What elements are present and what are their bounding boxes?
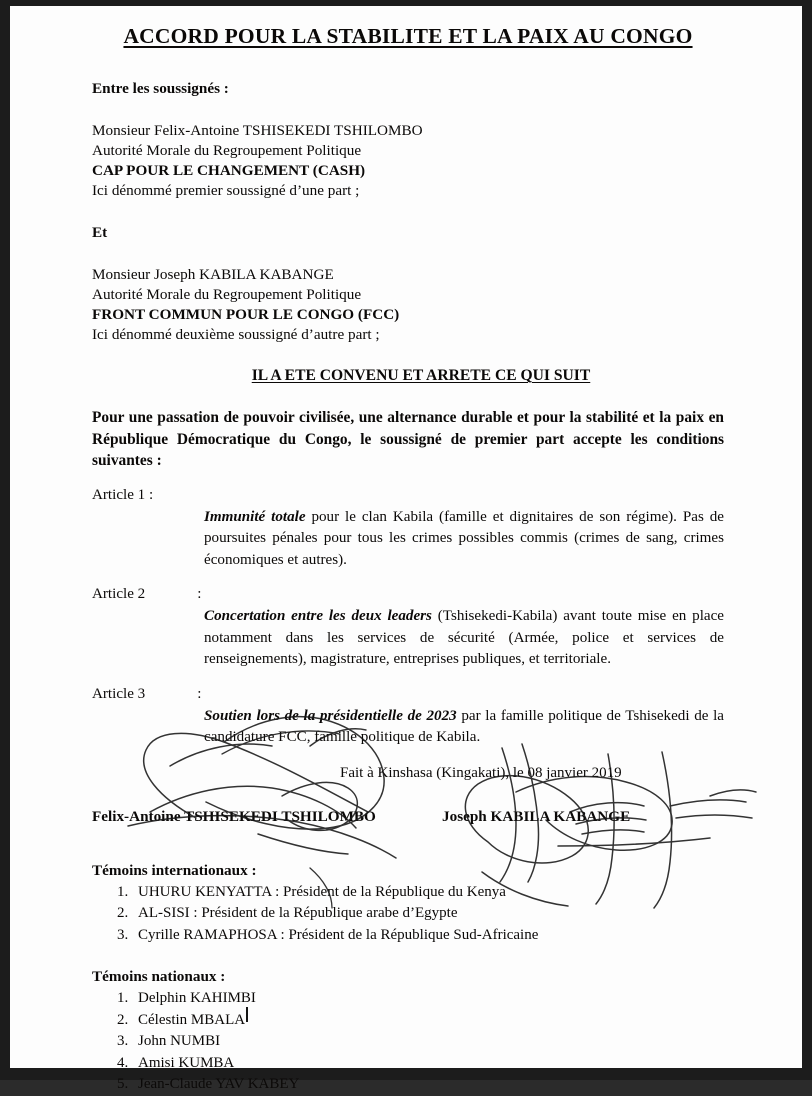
- scan-artifact-tick: [246, 1007, 248, 1022]
- signature-name-right: Joseph KABILA KABANGE: [442, 807, 631, 825]
- witnesses-international-list: [92, 882, 724, 947]
- list-item: 3. Cyrille RAMAPHOSA : Président de la République Sud-Africaine: [132, 925, 724, 947]
- witnesses-national-heading: Témoins nationaux :: [92, 968, 226, 985]
- preamble-paragraph: Pour une passation de pouvoir civilisée, une alternance durable et pour la stabilité et la paix en République Démocratique du Congo, le soussigné de premier part accepte les conditions suivantes :: [92, 409, 724, 469]
- conjunction-line: Et: [92, 224, 108, 241]
- article-2: [92, 584, 724, 671]
- page-title: ACCORD POUR LA STABILITE ET LA PAIX AU CONGO: [123, 24, 693, 48]
- party-one-denomination: Ici dénommé premier soussigné d’une part ;: [92, 182, 360, 199]
- list-item: 2. AL-SISI : Président de la République arabe d’Egypte: [132, 903, 724, 925]
- article-1-emphasis: Immunité totale: [204, 508, 306, 525]
- spacer: [92, 243, 724, 265]
- list-item: 2. Célestin MBALA: [132, 1010, 724, 1032]
- spacer: [92, 201, 724, 223]
- party-one-role: Autorité Morale du Regroupement Politique: [92, 142, 362, 159]
- article-1-body: [204, 507, 724, 572]
- party-one-name-text: Monsieur Felix-Antoine TSHISEKEDI TSHILOMBO: [92, 122, 423, 139]
- article-2-body: [204, 606, 724, 671]
- article-1-text: pour le clan Kabila (famille et dignitaires de son régime). Pas de poursuites pénales pour tous les crimes possibles commis (crimes de sang, crimes économiques et autres).: [204, 508, 724, 568]
- document-content: [92, 24, 724, 1096]
- signature-row: [92, 808, 724, 826]
- article-1-label: Article 1 :: [92, 486, 154, 503]
- signature-name-left: Felix-Antoine TSHISEKEDI TSHILOMBO: [92, 807, 376, 825]
- article-3: [92, 684, 724, 749]
- article-2-label-text: Article 2: [92, 586, 146, 602]
- list-item: 3. John NUMBI: [132, 1031, 724, 1053]
- list-item: 4. Amisi KUMBA: [132, 1053, 724, 1075]
- party-two-role: Autorité Morale du Regroupement Politique: [92, 286, 362, 303]
- list-item: 1. UHURU KENYATTA : Président de la République du Kenya: [132, 882, 724, 904]
- article-3-emphasis: Soutien lors de la présidentielle de 2023: [204, 707, 457, 724]
- article-2-text: (Tshisekedi-Kabila) avant toute mise en place notamment dans les services de sécurité (Armée, police et services de renseignements), magistrature, entreprises publiques, et territoriale.: [204, 608, 724, 667]
- witnesses-national-list: [92, 988, 724, 1096]
- list-item: 1. Delphin KAHIMBI: [132, 988, 724, 1010]
- spacer: [92, 345, 724, 367]
- intro-line: Entre les soussignés :: [92, 80, 229, 97]
- article-1: [92, 485, 724, 572]
- party-two-group: FRONT COMMUN POUR LE CONGO (FCC): [92, 306, 400, 323]
- party-one-name: [92, 121, 724, 141]
- article-3-body: [204, 706, 724, 749]
- witnesses-international-heading: Témoins internationaux :: [92, 861, 257, 879]
- spacer: [92, 385, 724, 407]
- spacer: [92, 99, 724, 121]
- party-one-group: CAP POUR LE CHANGEMENT (CASH): [92, 162, 366, 179]
- article-3-label-text: Article 3: [92, 685, 146, 702]
- party-two-denomination: Ici dénommé deuxième soussigné d’autre part ;: [92, 326, 380, 343]
- document-sheet: [10, 6, 802, 1092]
- agreement-heading: IL A ETE CONVENU ET ARRETE CE QUI SUIT: [251, 367, 591, 384]
- list-item: 5. Jean-Claude YAV KABEY: [132, 1074, 724, 1096]
- date-line: Fait à Kinshasa (Kingakati), le 08 janvier 2019: [340, 764, 622, 781]
- article-3-label: Article 3 :: [92, 685, 202, 702]
- article-2-emphasis: Concertation entre les deux leaders: [204, 608, 432, 624]
- document-paper: [10, 6, 802, 1092]
- party-two-name: Monsieur Joseph KABILA KABANGE: [92, 266, 334, 283]
- article-2-label: Article 2 :: [92, 586, 202, 602]
- article-3-text: par la famille politique de Tshisekedi de la candidature FCC, famille politique de Kabila.: [204, 707, 724, 745]
